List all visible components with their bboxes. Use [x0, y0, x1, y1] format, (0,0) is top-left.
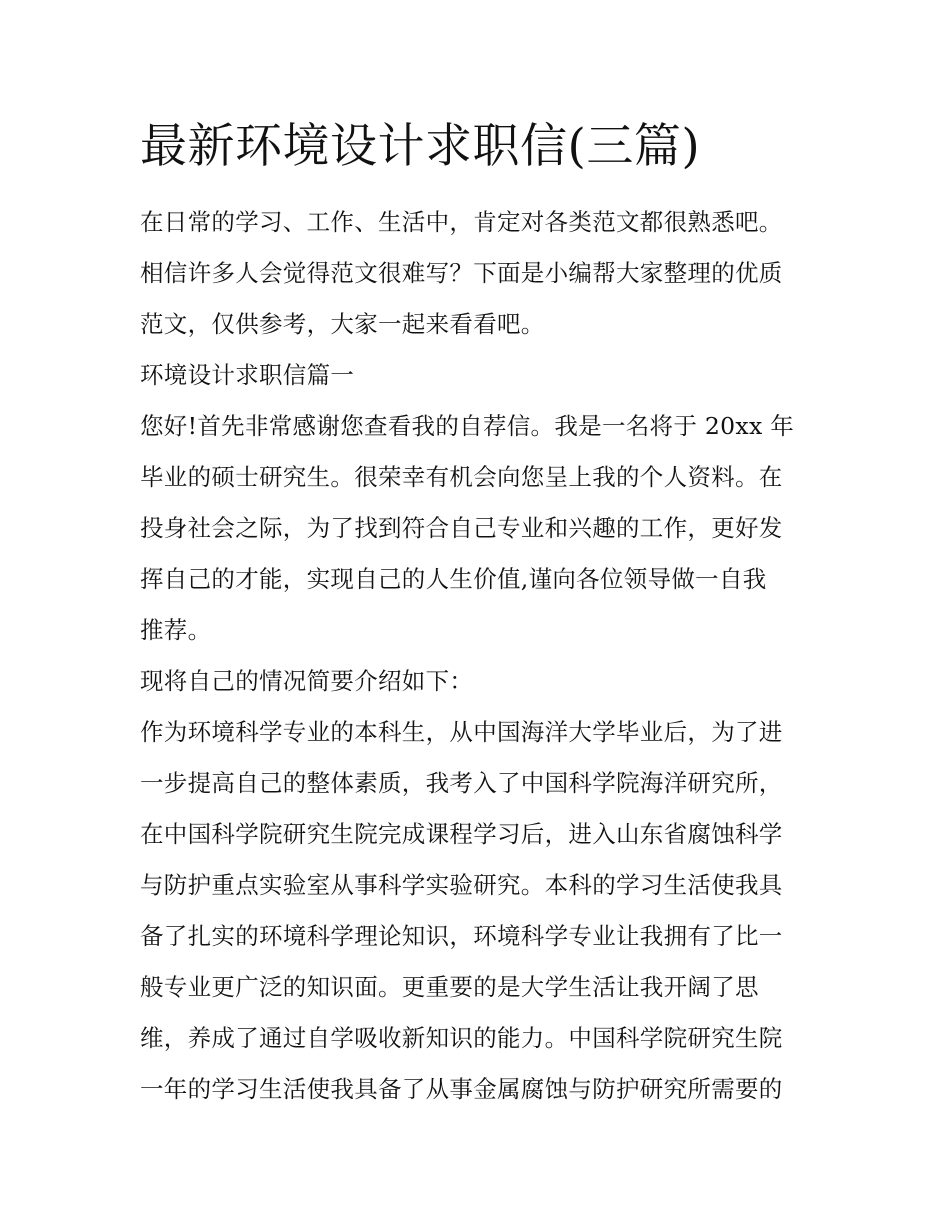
text-line: 一步提高自己的整体素质，我考入了中国科学院海洋研究所， [140, 769, 783, 797]
text-line: 推荐。 [140, 616, 212, 644]
text-line: 与防护重点实验室从事科学实验研究。本科的学习生活使我具 [140, 871, 783, 899]
text-line: 投身社会之际，为了找到符合自己专业和兴趣的工作，更好发 [140, 514, 783, 542]
text-line: 挥自己的才能，实现自己的人生价值,谨向各位领导做一自我 [140, 565, 767, 593]
text-line: 您好!首先非常感谢您查看我的自荐信。我是一名将于 20xx 年 [140, 412, 795, 440]
text-line: 备了扎实的环境科学理论知识，环境科学专业让我拥有了比一 [140, 922, 783, 950]
document-body [140, 197, 820, 1115]
text-line: 在中国科学院研究生院完成课程学习后，进入山东省腐蚀科学 [140, 820, 783, 848]
text-line: 毕业的硕士研究生。很荣幸有机会向您呈上我的个人资料。在 [140, 463, 783, 491]
text-line: 现将自己的情况简要介绍如下： [140, 667, 474, 695]
text-line: 相信许多人会觉得范文很难写？下面是小编帮大家整理的优质 [140, 259, 783, 287]
text-line: 范文，仅供参考，大家一起来看看吧。 [140, 310, 545, 338]
text-line: 作为环境科学专业的本科生，从中国海洋大学毕业后，为了进 [140, 718, 783, 746]
section-heading: 环境设计求职信篇一 [140, 361, 355, 389]
text-line: 一年的学习生活使我具备了从事金属腐蚀与防护研究所需要的 [140, 1075, 783, 1103]
text-line: 般专业更广泛的知识面。更重要的是大学生活让我开阔了思 [140, 973, 759, 1001]
text-line: 在日常的学习、工作、生活中，肯定对各类范文都很熟悉吧。 [140, 208, 783, 236]
document-title: 最新环境设计求职信(三篇) [140, 119, 701, 174]
text-line: 维，养成了通过自学吸收新知识的能力。中国科学院研究生院 [140, 1024, 783, 1052]
